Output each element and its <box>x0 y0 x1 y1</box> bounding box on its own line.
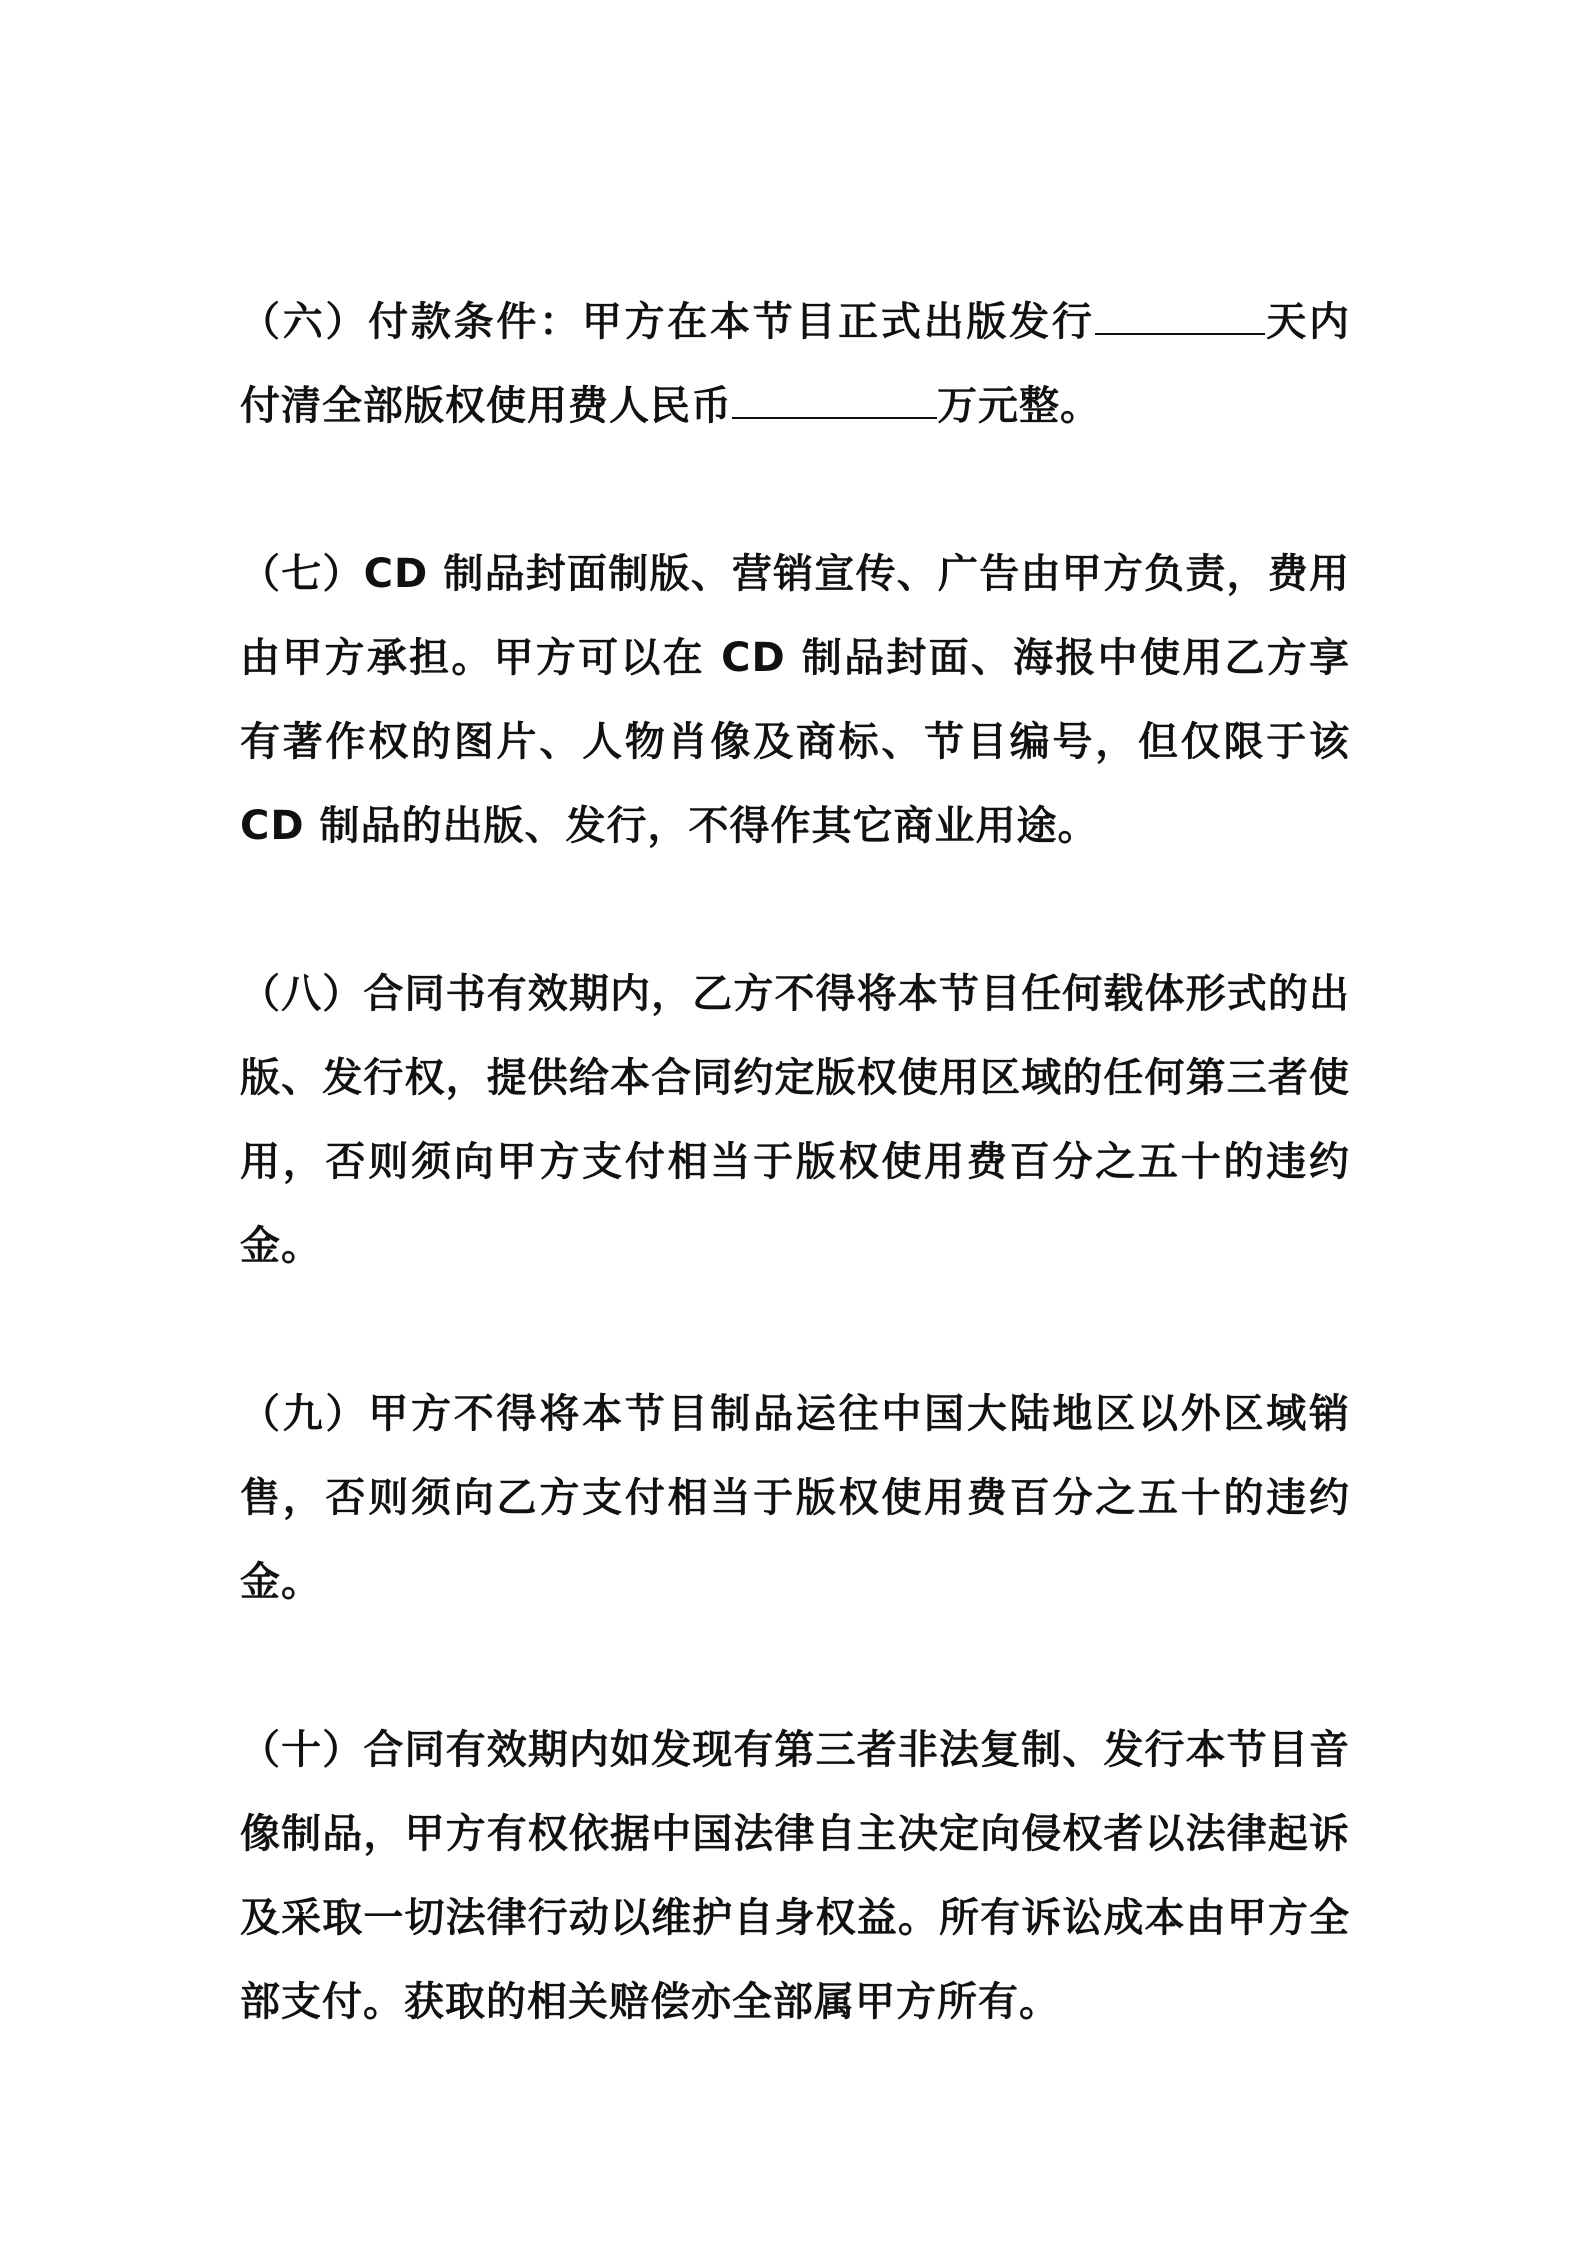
clause-six-text-a: （六）付款条件：甲方在本节目正式出版发行 <box>240 299 1095 345</box>
clause-eight: （八）合同书有效期内，乙方不得将本节目任何载体形式的出版、发行权，提供给本合同约定版权使用区域的任何第三者使用，否则须向甲方支付相当于版权使用费百分之五十的违约金。 <box>240 971 1350 1269</box>
clause-six <box>240 280 1350 448</box>
amount-blank <box>732 387 937 419</box>
clause-ten: （十）合同有效期内如发现有第三者非法复制、发行本节目音像制品，甲方有权依据中国法律自主决定向侵权者以法律起诉及采取一切法律行动以维护自身权益。所有诉讼成本由甲方全部支付。获取的相关赔偿亦全部属甲方所有。 <box>240 1727 1350 2025</box>
days-blank <box>1095 303 1265 335</box>
clause-six-text-c: 万元整。 <box>937 383 1101 429</box>
clause-six-text-b: 天内付清全部版权使用费人民币 <box>240 299 1351 429</box>
clause-nine: （九）甲方不得将本节目制品运往中国大陆地区以外区域销售，否则须向乙方支付相当于版权使用费百分之五十的违约金。 <box>240 1391 1350 1605</box>
clause-seven: （七）CD 制品封面制版、营销宣传、广告由甲方负责，费用由甲方承担。甲方可以在 CD 制品封面、海报中使用乙方享有著作权的图片、人物肖像及商标、节目编号，但仅限于该 CD 制品的出版、发行，不得作其它商业用途。 <box>240 551 1350 849</box>
